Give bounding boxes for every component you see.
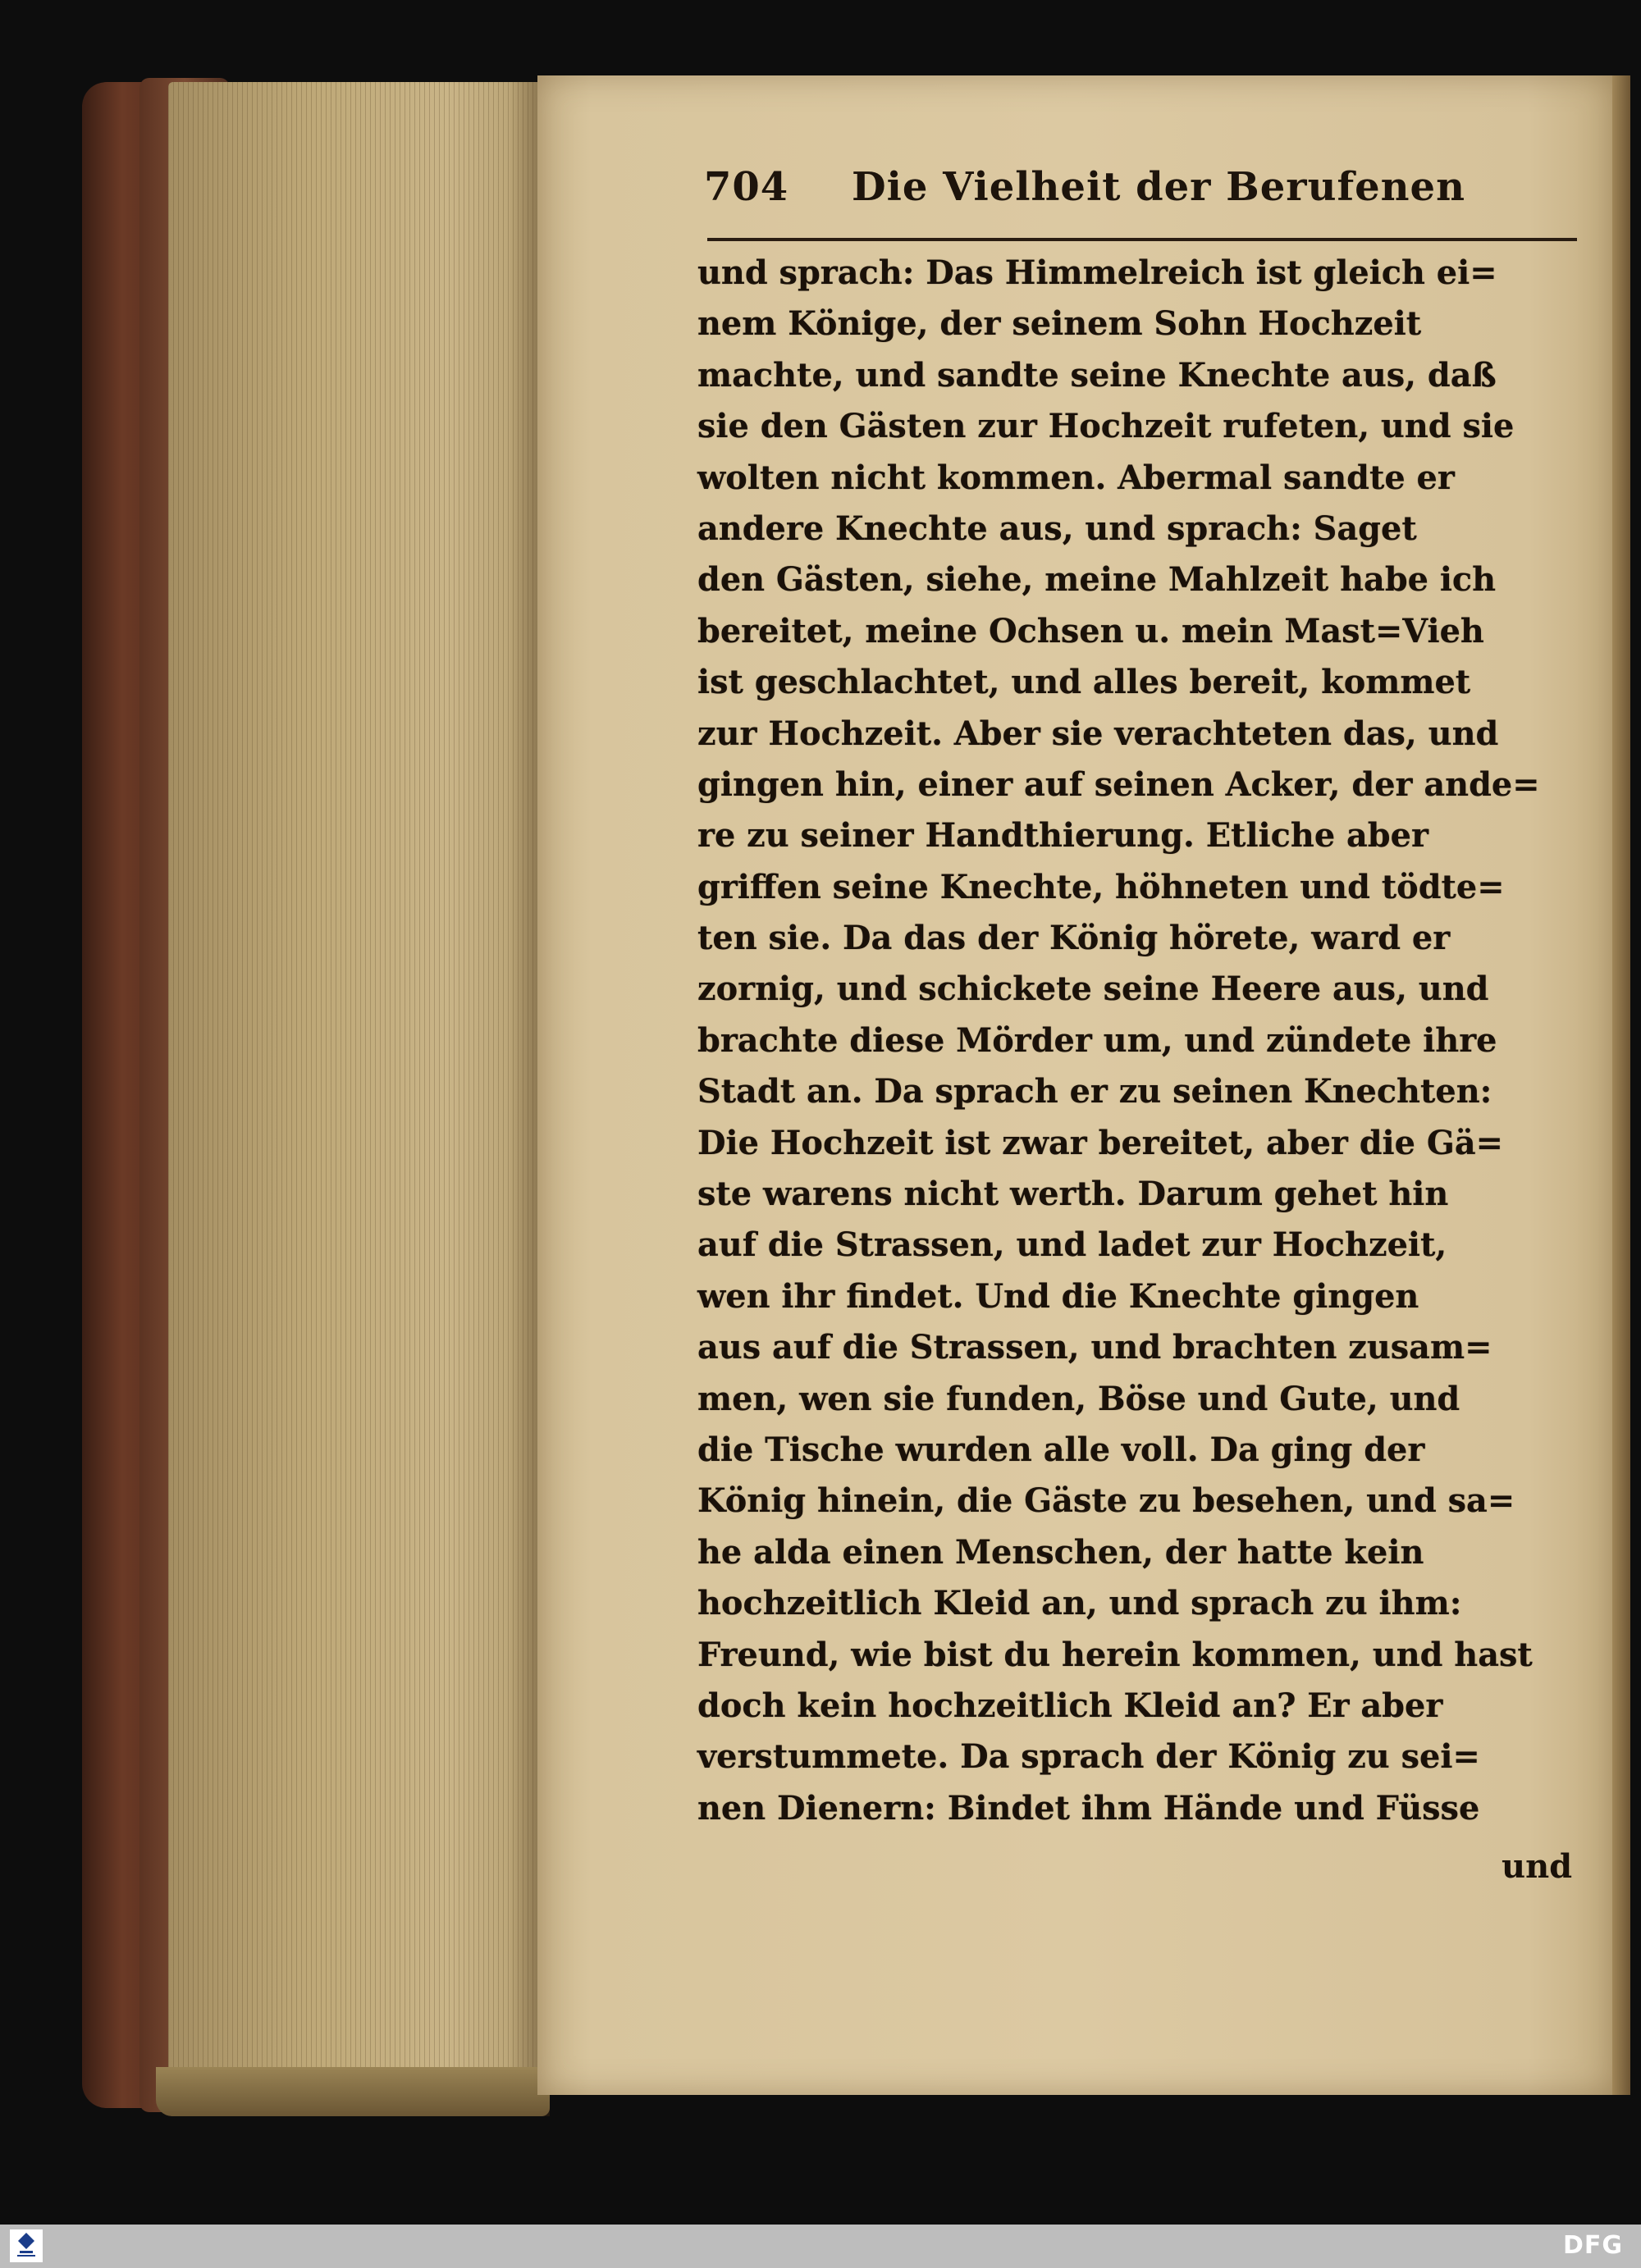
text-line: Die Hochzeit ist zwar bereitet, aber die Gä= xyxy=(697,1124,1503,1162)
text-line: doch kein hochzeitlich Kleid an? Er aber xyxy=(697,1686,1443,1725)
text-line: nen Dienern: Bindet ihm Hände und Füsse xyxy=(697,1789,1480,1828)
text-line: ste warens nicht werth. Darum gehet hin xyxy=(697,1175,1449,1214)
book-bottom-edge xyxy=(156,2067,550,2116)
text-line: und sprach: Das Himmelreich ist gleich ei= xyxy=(697,254,1497,292)
text-line: ten sie. Da das der König hörete, ward er xyxy=(697,920,1451,958)
text-line: gingen hin, einer auf seinen Acker, der ande= xyxy=(697,765,1540,804)
text-line: ist geschlachtet, und alles bereit, kommet xyxy=(697,664,1471,702)
text-line: bereitet, meine Ochsen u. mein Mast=Vieh xyxy=(697,612,1484,650)
dfg-brand: DFG xyxy=(1562,2231,1623,2260)
viewer-footer xyxy=(0,2225,1641,2268)
text-line: nem Könige, der seinem Sohn Hochzeit xyxy=(697,305,1422,344)
text-line: aus auf die Strassen, und brachten zusam= xyxy=(697,1329,1492,1367)
text-line: hochzeitlich Kleid an, und sprach zu ihm: xyxy=(697,1585,1462,1623)
text-line: wen ihr findet. Und die Knechte gingen xyxy=(697,1277,1419,1316)
page-edges xyxy=(168,82,542,2116)
text-line: Stadt an. Da sprach er zu seinen Knechten: xyxy=(697,1073,1492,1111)
text-line: re zu seiner Handthierung. Etliche aber xyxy=(697,817,1428,856)
text-line: wolten nicht kommen. Abermal sandte er xyxy=(697,459,1455,497)
running-head xyxy=(704,164,1590,221)
text-line: sie den Gästen zur Hochzeit rufeten, und sie xyxy=(697,408,1515,446)
text-line: auf die Strassen, und ladet zur Hochzeit, xyxy=(697,1226,1447,1265)
running-title: Die Vielheit der Berufenen xyxy=(852,164,1465,210)
text-line: andere Knechte aus, und sprach: Saget xyxy=(697,509,1417,548)
text-line: verstummete. Da sprach der König zu sei= xyxy=(697,1738,1480,1777)
body-text xyxy=(697,248,1584,1834)
text-line: brachte diese Mörder um, und zündete ihre xyxy=(697,1021,1497,1060)
text-line: men, wen sie funden, Böse und Gute, und xyxy=(697,1380,1460,1418)
library-logo-icon xyxy=(10,2229,43,2262)
text-line: machte, und sandte seine Knechte aus, daß xyxy=(697,356,1497,395)
text-line: zur Hochzeit. Aber sie verachteten das, und xyxy=(697,714,1499,753)
page-right-edge xyxy=(1612,75,1630,2095)
header-rule xyxy=(707,238,1577,241)
catchword: und xyxy=(1502,1847,1573,1886)
text-line: König hinein, die Gäste zu besehen, und sa= xyxy=(697,1482,1515,1521)
text-line: Freund, wie bist du herein kommen, und hast xyxy=(697,1636,1533,1674)
text-line: griffen seine Knechte, höhneten und tödte= xyxy=(697,868,1505,906)
text-line: zornig, und schickete seine Heere aus, und xyxy=(697,970,1489,1009)
text-line: die Tische wurden alle voll. Da ging der xyxy=(697,1431,1425,1469)
page-number: 704 xyxy=(704,164,789,210)
text-line: he alda einen Menschen, der hatte kein xyxy=(697,1533,1424,1572)
text-line: den Gästen, siehe, meine Mahlzeit habe ich xyxy=(697,561,1497,600)
